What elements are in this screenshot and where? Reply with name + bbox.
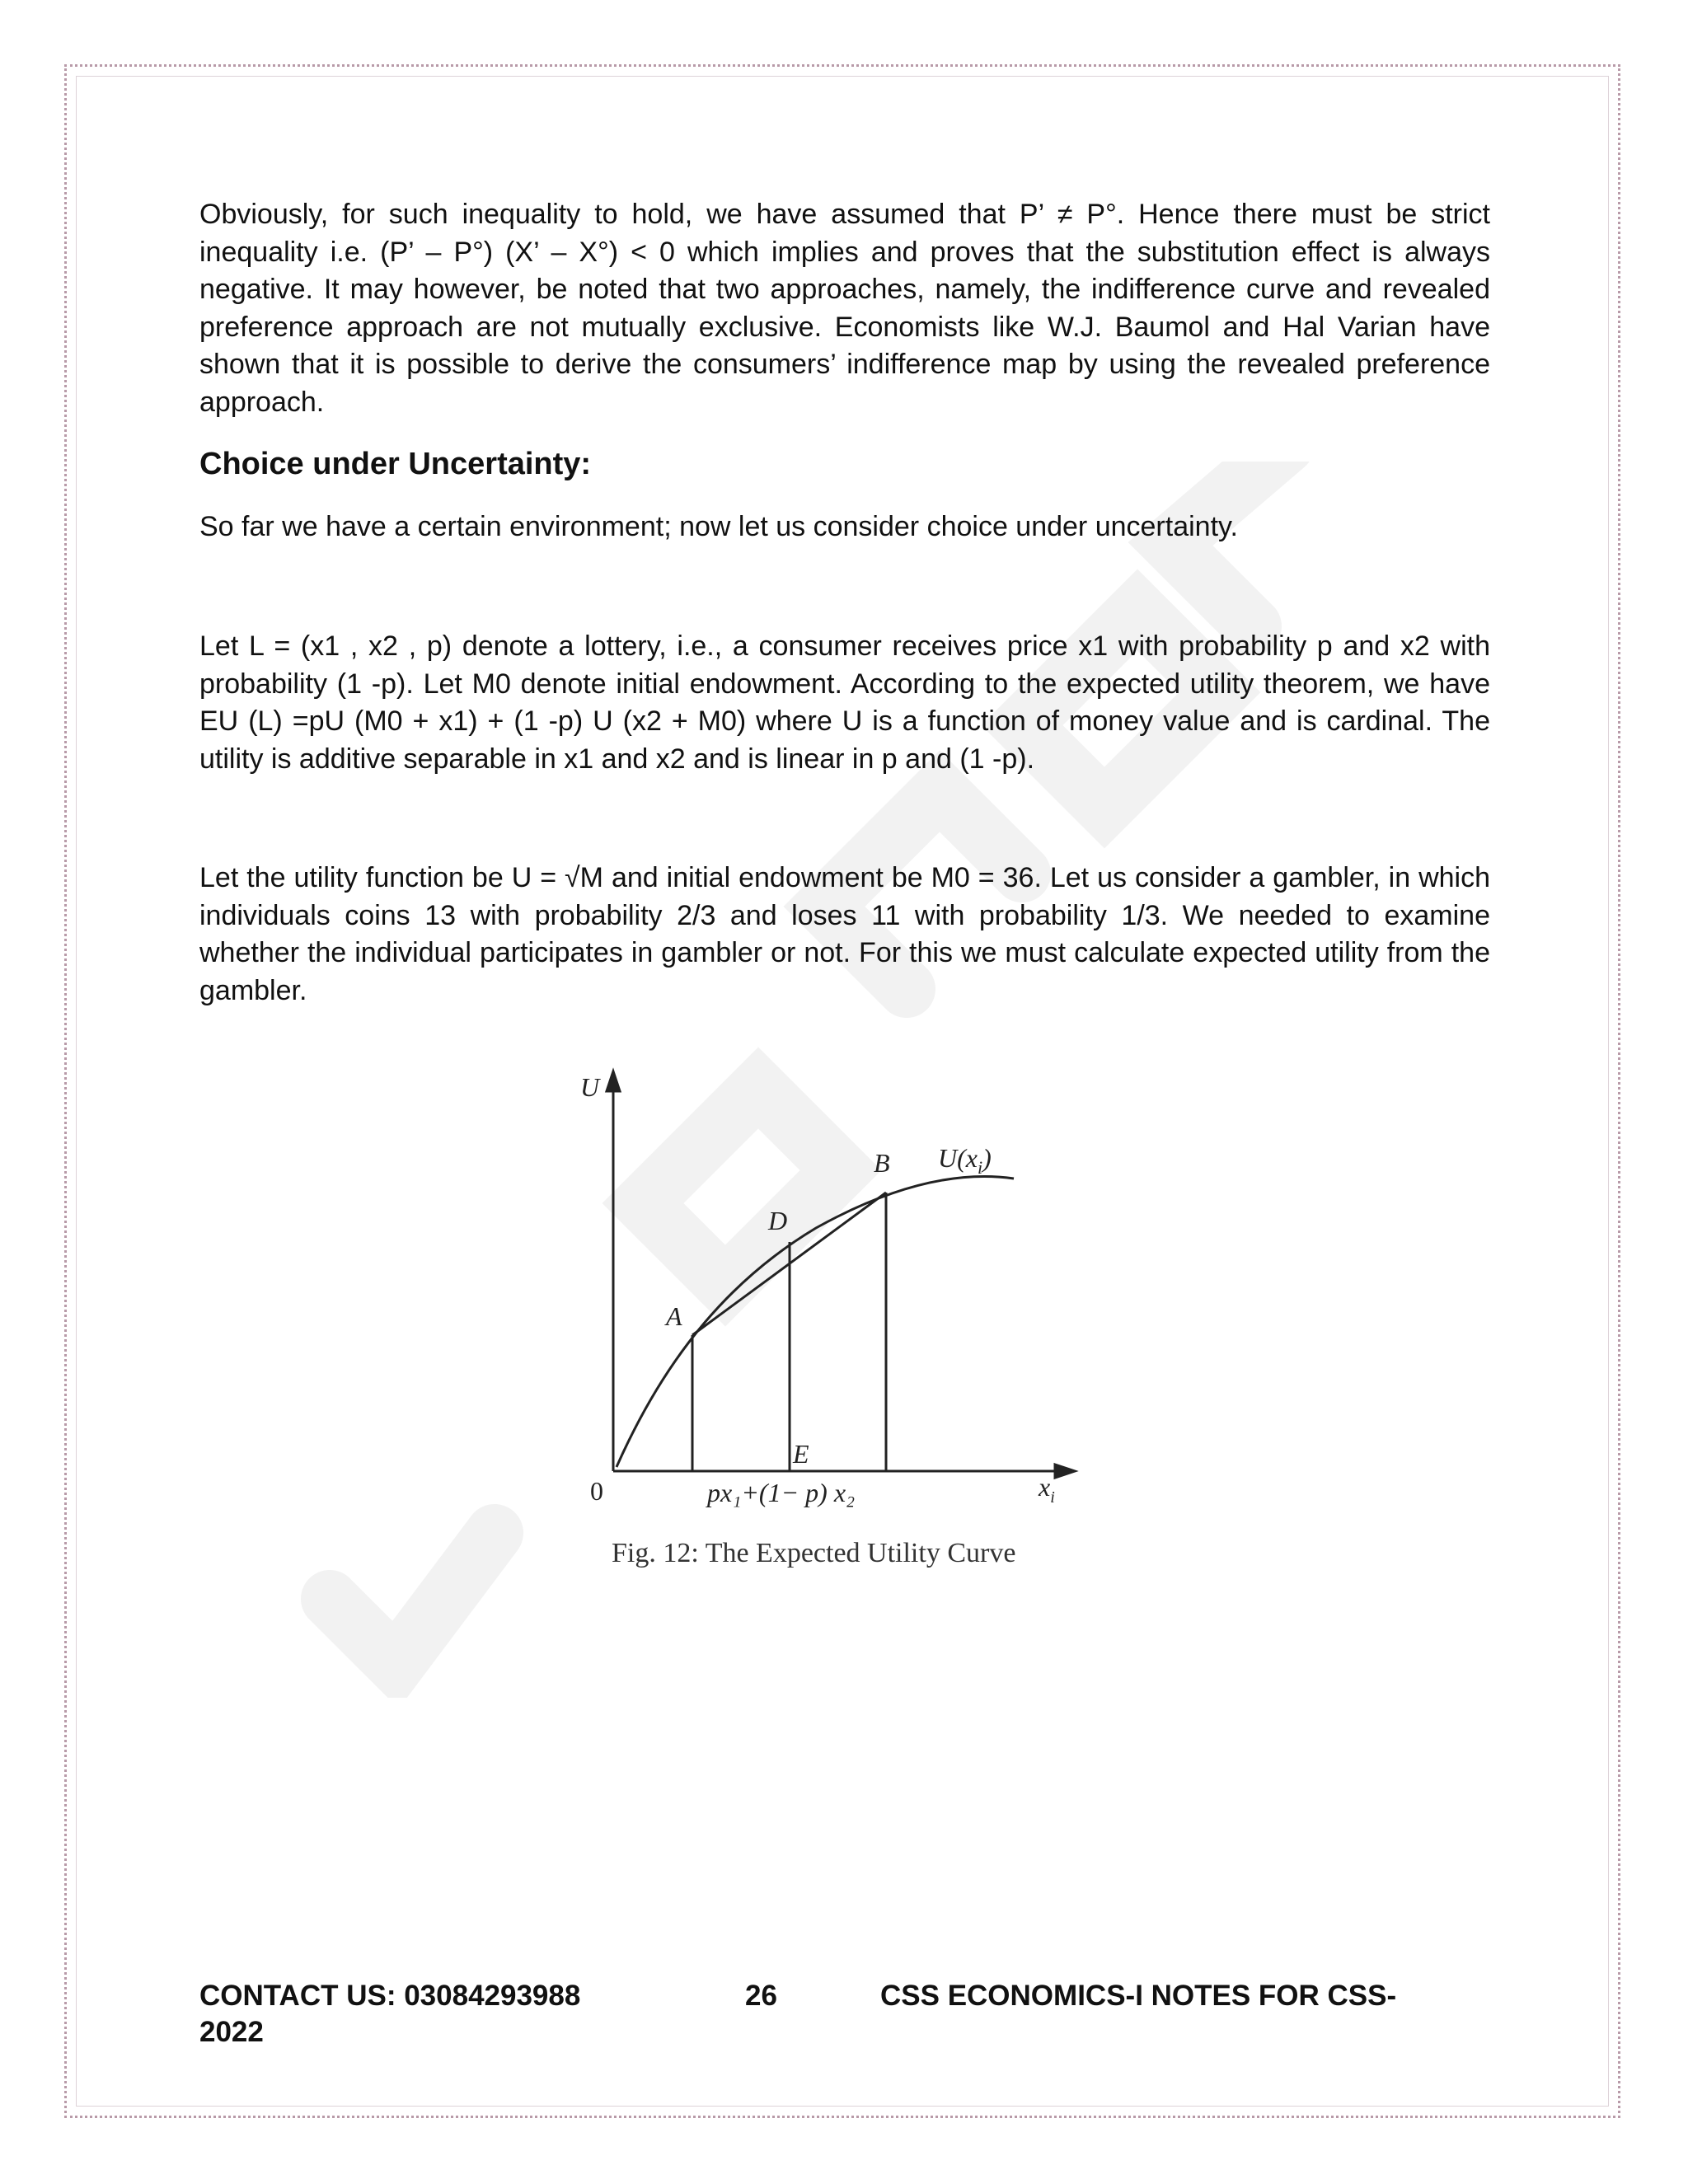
x-axis-label: $x_i$ <box>1039 1472 1055 1507</box>
x-axis-arrow <box>1055 1465 1075 1478</box>
point-d-label: D <box>768 1206 788 1235</box>
y-axis-arrow <box>607 1071 620 1091</box>
footer-course-title: CSS ECONOMICS-I NOTES FOR CSS- <box>880 1980 1397 2012</box>
section-heading: Choice under Uncertainty: <box>199 447 592 481</box>
point-b-label: B <box>874 1148 890 1178</box>
footer-page-number: 26 <box>745 1980 777 2012</box>
expected-utility-figure <box>569 1063 1096 1574</box>
figure-caption: Fig. 12: The Expected Utility Curve <box>612 1538 1016 1568</box>
paragraph-utility-example: Let the utility function be U = √M and initial endowment be M0 = 36. Let us consider a gambler, in which individuals coins 13 with probability 2/3 and loses 11 with probability 1/3. We needed to examine whether the individual participates in gambler or not. For this we must calculate expected utility from the gambler. <box>199 862 1490 1006</box>
x-expression-label: px₁+(1− p) x₂ <box>707 1478 856 1507</box>
paragraph-substitution-effect: Obviously, for such inequality to hold, we have assumed that P’ ≠ P°. Hence there must be strict inequality i.e. (P’ – P°) (X’ – X°) < 0 which implies and proves that the substitution effect is always negative. It may however, be noted that two approaches, namely, the indifference curve and revealed preference approach are not mutually exclusive. Economists like W.J. Baumol and Hal Varian have shown that it is possible to derive the consumers’ indifference map by using the revealed preference approach. <box>199 199 1490 418</box>
footer-contact: CONTACT US: 03084293988 <box>199 1980 581 2012</box>
footer-year: 2022 <box>199 2016 264 2048</box>
point-e-label: E <box>793 1439 809 1469</box>
point-a-label: A <box>666 1301 682 1331</box>
curve-label: $U(x_i)$ <box>938 1143 992 1178</box>
y-axis-label: U <box>580 1072 600 1102</box>
paragraph-intro-uncertainty: So far we have a certain environment; now let us consider choice under uncertainty. <box>199 511 1238 542</box>
origin-label: 0 <box>590 1476 603 1506</box>
paragraph-lottery-definition: Let L = (x1 , x2 , p) denote a lottery, i.e., a consumer receives price x1 with probability p and x2 with probability (1 -p). Let M0 denote initial endowment. According to the expected utility theorem, we have EU (L) =pU (M0 + x1) + (1 -p) U (x2 + M0) where U is a function of money value and is cardinal. The utility is additive separable in x1 and x2 and is linear in p and (1 -p). <box>199 630 1490 775</box>
